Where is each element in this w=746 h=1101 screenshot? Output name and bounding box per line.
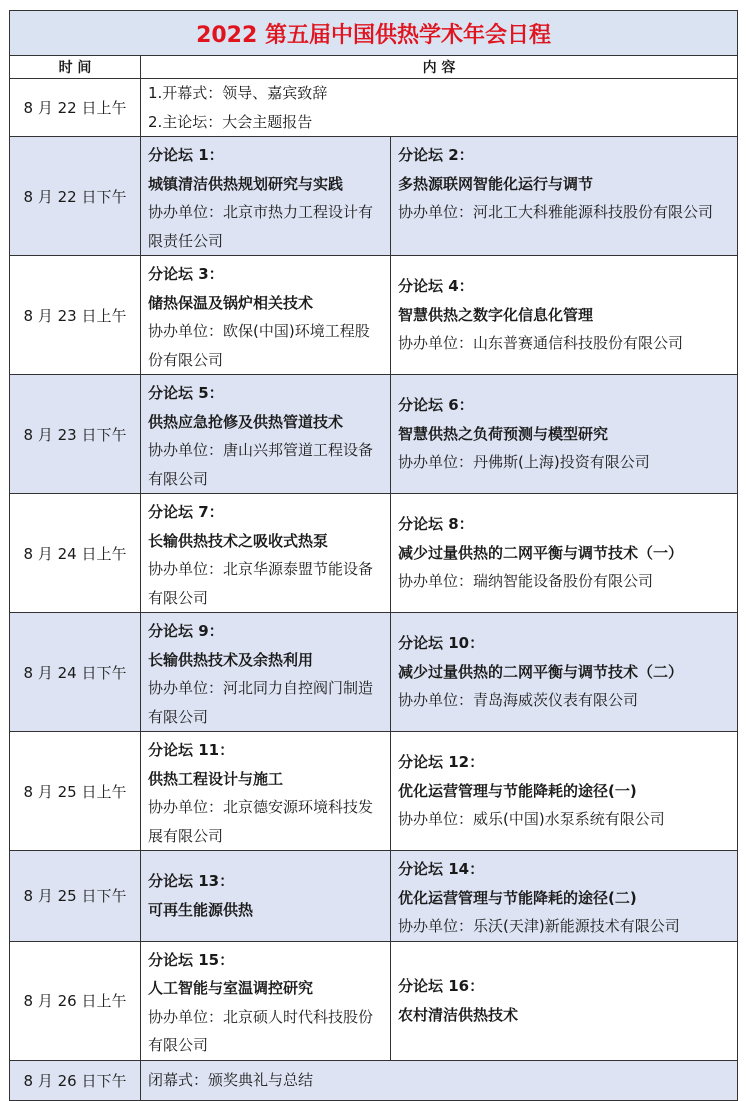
- session-time: 8 月 26 日上午: [10, 941, 141, 1060]
- forum-organizer: 协办单位：北京华源泰盟节能设备有限公司: [148, 560, 374, 607]
- session-line: 闭幕式：颁奖典礼与总结: [148, 1070, 314, 1089]
- forum-topic: 智慧供热之负荷预测与模型研究: [398, 424, 609, 443]
- header-time: 时 间: [10, 56, 141, 79]
- forum-topic: 减少过量供热的二网平衡与调节技术（二）: [398, 662, 684, 681]
- forum-cell: [141, 613, 391, 732]
- forum-organizer: 协办单位：河北同力自控阀门制造有限公司: [148, 679, 374, 726]
- forum-organizer: 协办单位：唐山兴邦管道工程设备有限公司: [148, 441, 374, 488]
- forum-topic: 可再生能源供热: [148, 900, 254, 919]
- forum-cell: [391, 613, 738, 732]
- session-time: 8 月 26 日下午: [10, 1060, 141, 1100]
- forum-cell: [141, 732, 391, 851]
- schedule-row: [10, 851, 738, 942]
- forum-organizer: 协办单位：山东普赛通信科技股份有限公司: [398, 334, 684, 353]
- title-row: [10, 11, 738, 56]
- forum-topic: 智慧供热之数字化信息化管理: [398, 305, 594, 324]
- session-line: 2.主论坛：大会主题报告: [148, 112, 313, 131]
- forum-organizer: 协办单位：北京市热力工程设计有限责任公司: [148, 203, 374, 250]
- forum-topic: 优化运营管理与节能降耗的途径(二): [398, 888, 637, 907]
- forum-organizer: 协办单位：瑞纳智能设备股份有限公司: [398, 572, 654, 591]
- session-time: 8 月 22 日下午: [10, 137, 141, 256]
- schedule-row: [10, 494, 738, 613]
- forum-topic: 长输供热技术及余热利用: [148, 650, 314, 669]
- forum-cell: [391, 851, 738, 942]
- schedule-row: [10, 256, 738, 375]
- forum-cell: [391, 732, 738, 851]
- forum-number: 分论坛 3：: [148, 265, 224, 283]
- forum-cell: [141, 941, 391, 1060]
- session-content: [141, 1060, 738, 1100]
- session-time: 8 月 25 日下午: [10, 851, 141, 942]
- forum-organizer: 协办单位：青岛海威茨仪表有限公司: [398, 691, 639, 710]
- forum-number: 分论坛 1：: [148, 146, 224, 164]
- session-time: 8 月 25 日上午: [10, 732, 141, 851]
- session-line: 1.开幕式：领导、嘉宾致辞: [148, 84, 328, 102]
- forum-cell: [391, 494, 738, 613]
- schedule-row: [10, 1060, 738, 1100]
- forum-cell: [141, 851, 391, 942]
- forum-cell: [391, 375, 738, 494]
- forum-organizer: 协办单位：北京德安源环境科技发展有限公司: [148, 798, 374, 845]
- schedule-table: [9, 10, 738, 1101]
- forum-topic: 长输供热技术之吸收式热泵: [148, 531, 329, 550]
- forum-cell: [141, 375, 391, 494]
- schedule-row: [10, 137, 738, 256]
- forum-number: 分论坛 13：: [148, 872, 235, 891]
- schedule-row: [10, 79, 738, 137]
- forum-number: 分论坛 12：: [398, 753, 485, 772]
- schedule-title: 2022 第五届中国供热学术年会日程: [10, 11, 738, 56]
- forum-topic: 供热应急抢修及供热管道技术: [148, 412, 344, 431]
- forum-topic: 农村清洁供热技术: [398, 1005, 519, 1024]
- schedule-row: [10, 375, 738, 494]
- forum-number: 分论坛 14：: [398, 860, 485, 878]
- forum-cell: [141, 256, 391, 375]
- forum-number: 分论坛 8：: [398, 515, 474, 534]
- forum-topic: 减少过量供热的二网平衡与调节技术（一）: [398, 543, 684, 562]
- session-time: 8 月 23 日上午: [10, 256, 141, 375]
- forum-cell: [391, 256, 738, 375]
- schedule-row: [10, 941, 738, 1060]
- session-time: 8 月 22 日上午: [10, 79, 141, 137]
- forum-topic: 人工智能与室温调控研究: [148, 979, 314, 997]
- session-content: [141, 79, 738, 137]
- header-row: [10, 56, 738, 79]
- session-time: 8 月 24 日上午: [10, 494, 141, 613]
- forum-organizer: 协办单位：乐沃(天津)新能源技术有限公司: [398, 917, 680, 935]
- forum-cell: [141, 494, 391, 613]
- forum-topic: 城镇清洁供热规划研究与实践: [148, 174, 344, 193]
- forum-topic: 储热保温及锅炉相关技术: [148, 293, 314, 312]
- session-time: 8 月 23 日下午: [10, 375, 141, 494]
- forum-cell: [391, 941, 738, 1060]
- forum-number: 分论坛 5：: [148, 384, 224, 402]
- header-content: 内 容: [141, 56, 738, 79]
- forum-number: 分论坛 10：: [398, 634, 485, 653]
- schedule-row: [10, 732, 738, 851]
- forum-number: 分论坛 9：: [148, 622, 224, 640]
- forum-organizer: 协办单位：欧保(中国)环境工程股份有限公司: [148, 322, 370, 369]
- forum-number: 分论坛 2：: [398, 146, 474, 164]
- forum-number: 分论坛 4：: [398, 277, 474, 296]
- forum-number: 分论坛 15：: [148, 950, 235, 969]
- forum-number: 分论坛 11：: [148, 741, 235, 759]
- forum-topic: 供热工程设计与施工: [148, 769, 284, 788]
- schedule-row: [10, 613, 738, 732]
- session-time: 8 月 24 日下午: [10, 613, 141, 732]
- forum-number: 分论坛 6：: [398, 396, 474, 415]
- forum-organizer: 协办单位：威乐(中国)水泵系统有限公司: [398, 810, 665, 829]
- forum-organizer: 协办单位：河北工大科雅能源科技股份有限公司: [398, 203, 714, 221]
- forum-number: 分论坛 16：: [398, 977, 485, 995]
- forum-number: 分论坛 7：: [148, 503, 224, 521]
- forum-cell: [141, 137, 391, 256]
- forum-topic: 多热源联网智能化运行与调节: [398, 174, 594, 193]
- forum-organizer: 协办单位：丹佛斯(上海)投资有限公司: [398, 453, 650, 472]
- forum-cell: [391, 137, 738, 256]
- forum-topic: 优化运营管理与节能降耗的途径(一): [398, 781, 637, 800]
- forum-organizer: 协办单位：北京硕人时代科技股份有限公司: [148, 1007, 374, 1054]
